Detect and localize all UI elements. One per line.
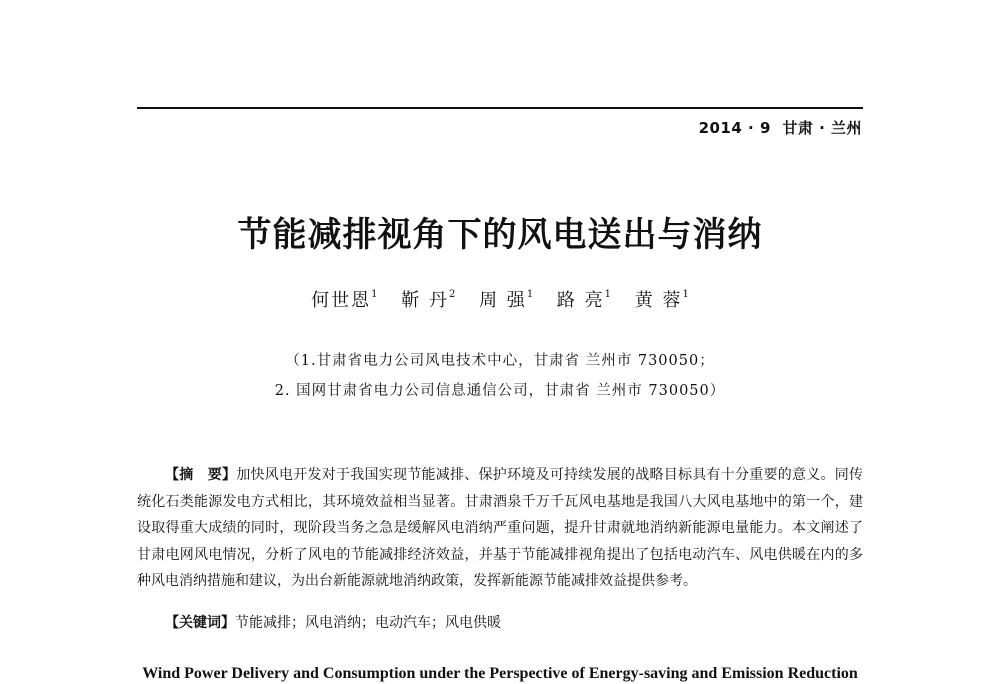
author: 黄 蓉$^1$	[634, 289, 689, 311]
affiliation-1: （1.甘肃省电力公司风电技术中心，甘肃省 兰州市 730050；	[285, 353, 715, 369]
abstract	[137, 462, 863, 595]
year-issue: 2014 · 9	[698, 119, 771, 137]
keywords-text: 节能减排；风电消纳；电动汽车；风电供暖	[235, 615, 501, 631]
location: 甘肃 · 兰州	[782, 119, 862, 137]
paper-title: 节能减排视角下的风电送出与消纳	[237, 215, 763, 255]
author: 周 强$^1$	[479, 289, 534, 311]
abstract-text: 加快风电开发对于我国实现节能减排、保护环境及可持续发展的战略目标具有十分重要的意义。同传统化石类能源发电方式相比，其环境效益相当显著。甘肃酒泉千万千瓦风电基地是我国八大风电基地中的第一个，建设取得重大成绩的同时，现阶段当务之急是缓解风电消纳严重问题，提升甘肃就地消纳新能源电量能力。本文阐述了甘肃电网风电情况，分析了风电的节能减排经济效益，并基于节能减排视角提出了包括电动汽车、风电供暖在内的多种风电消纳措施和建议，为出台新能源就地消纳政策，发挥新能源节能减排效益提供参考。	[137, 467, 863, 589]
author: 靳 丹$^2$	[401, 289, 456, 311]
english-title: Wind Power Delivery and Consumption under the Perspective of Energy-saving and Emission Reduction	[142, 665, 858, 682]
header-rule	[137, 107, 863, 109]
keywords-label: 【关键词】	[165, 615, 235, 631]
header-meta	[699, 117, 862, 138]
author: 何世恩$^1$	[311, 289, 378, 311]
affiliation-2: 2. 国网甘肃省电力公司信息通信公司，甘肃省 兰州市 730050）	[274, 383, 726, 399]
author: 路 亮$^1$	[556, 289, 612, 311]
keywords	[165, 612, 501, 632]
abstract-label: 【摘 要】	[165, 467, 237, 483]
author-list	[0, 286, 1000, 312]
